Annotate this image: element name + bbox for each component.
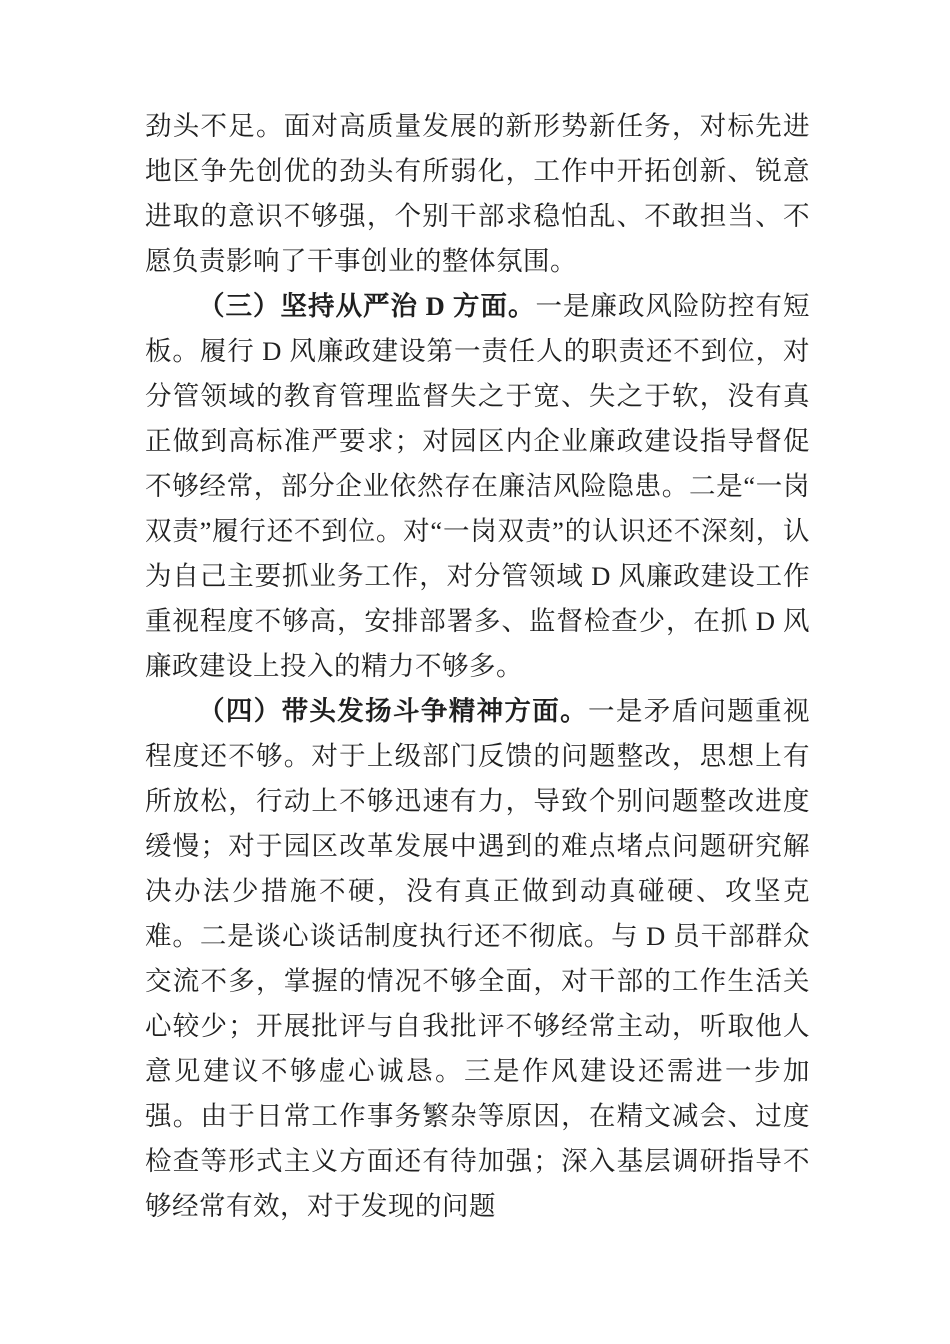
- paragraph-section-three: [145, 284, 810, 689]
- document-body: [145, 104, 810, 1229]
- section-three-heading: （三）坚持从严治 D 方面。: [198, 291, 536, 321]
- section-four-heading: （四）带头发扬斗争精神方面。: [198, 696, 588, 726]
- section-three-text: 一是廉政风险防控有短板。履行 D 风廉政建设第一责任人的职责还不到位，对分管领域的教育管理监督失之于宽、失之于软，没有真正做到高标准严要求；对园区内企业廉政建设指导督促不够经常，部分企业依然存在廉洁风险隐患。二是“一岗双责”履行还不到位。对“一岗双责”的认识还不深刻，认为自己主要抓业务工作，对分管领域 D 风廉政建设工作重视程度不够高，安排部署多、监督检查少，在抓 D 风廉政建设上投入的精力不够多。: [145, 291, 810, 681]
- section-four-text: 一是矛盾问题重视程度还不够。对于上级部门反馈的问题整改，思想上有所放松，行动上不够迅速有力，导致个别问题整改进度缓慢；对于园区改革发展中遇到的难点堵点问题研究解决办法少措施不硬，没有真正做到动真碰硬、攻坚克难。二是谈心谈话制度执行还不彻底。与 D 员干部群众交流不多，掌握的情况不够全面，对干部的工作生活关心较少；开展批评与自我批评不够经常主动，听取他人意见建议不够虚心诚恳。三是作风建设还需进一步加强。由于日常工作事务繁杂等原因，在精文减会、过度检查等形式主义方面还有待加强；深入基层调研指导不够经常有效，对于发现的问题: [145, 696, 811, 1221]
- paragraph-continuation-text: 劲头不足。面对高质量发展的新形势新任务，对标先进地区争先创优的劲头有所弱化，工作中开拓创新、锐意进取的意识不够强，个别干部求稳怕乱、不敢担当、不愿负责影响了干事创业的整体氛围。: [145, 111, 810, 276]
- paragraph-continuation: [145, 104, 810, 284]
- paragraph-section-four: [145, 689, 810, 1229]
